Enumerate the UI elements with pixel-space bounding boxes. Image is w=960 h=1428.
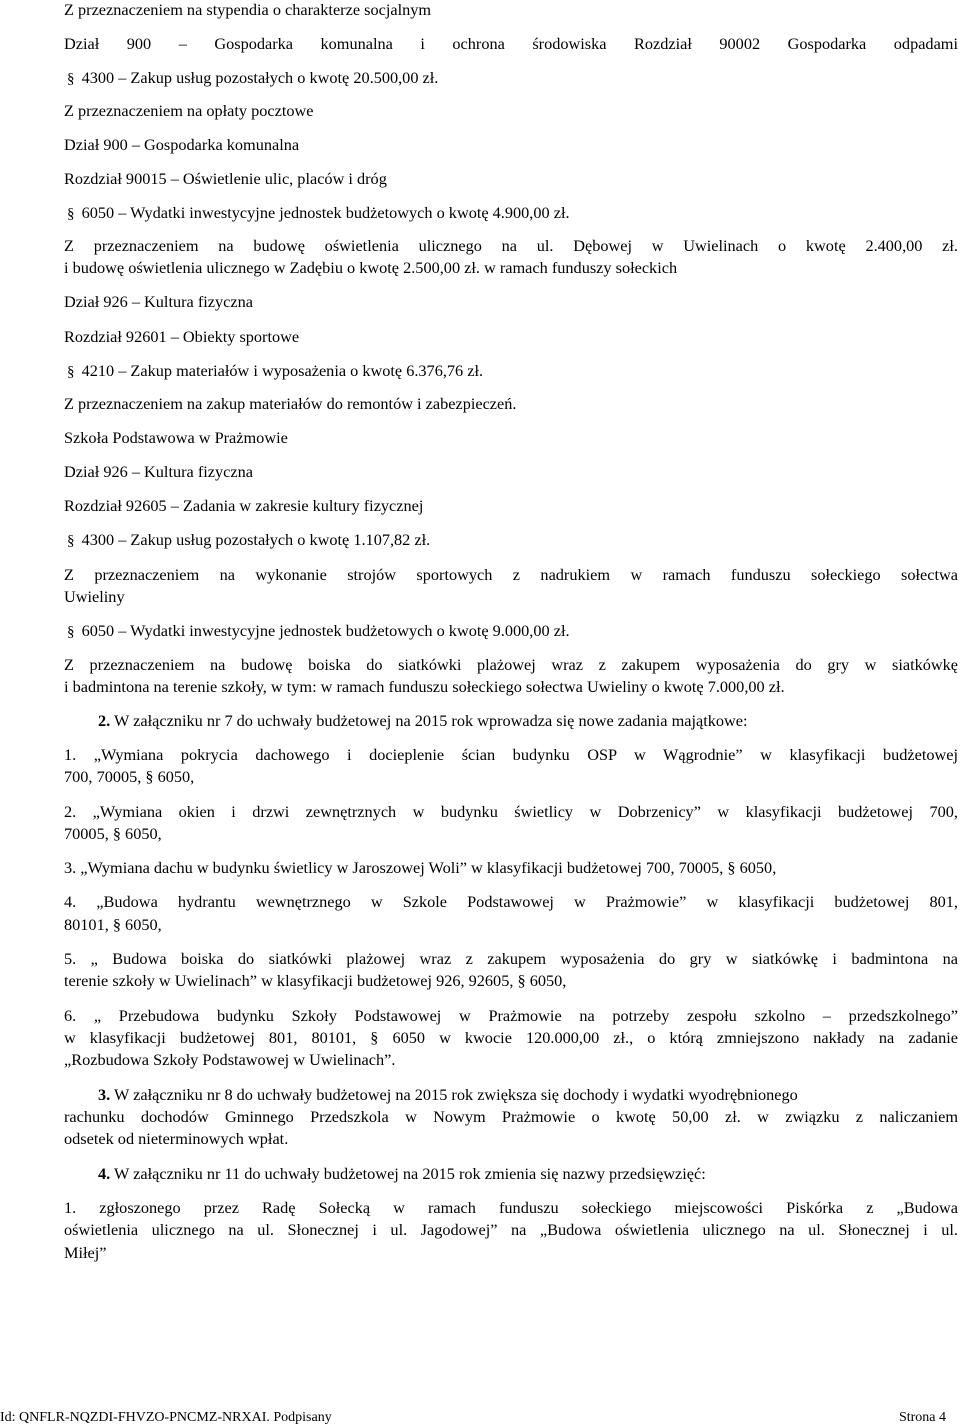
text-line: Szkoła Podstawowa w Prażmowie [64,428,288,447]
paragraph-sign: § [67,71,75,87]
text-line: § 4210 – Zakup materiałów i wyposażenia o kwotę 6.376,76 zł. [67,361,484,380]
paragraph-sign: § [67,206,75,222]
text-line: Rozdział 92601 – Obiekty sportowe [64,327,300,346]
text-line: Z przeznaczeniem na budowę boiska do siatkówki plażowej wraz z zakupem wyposażenia do gry w siatkówkę [64,655,958,674]
text-line: § 6050 – Wydatki inwestycyjne jednostek budżetowych o kwotę 4.900,00 zł. [67,203,570,222]
text-line: 80101, § 6050, [64,915,162,934]
text-line: rachunku dochodów Gminnego Przedszkola w Nowym Prażmowie o kwotę 50,00 zł. w związku z naliczaniem [64,1107,958,1126]
text-line: Z przeznaczeniem na wykonanie strojów sportowych z nadrukiem w ramach funduszu sołeckiego sołectwa [64,565,958,584]
text-line: 700, 70005, § 6050, [64,767,195,786]
text-line: 4. „Budowa hydrantu wewnętrznego w Szkole Podstawowej w Prażmowie” w klasyfikacji budżetowej 801, [64,892,958,911]
text-line: Dział 926 – Kultura fizyczna [64,462,253,481]
text-line: Z przeznaczeniem na budowę oświetlenia ulicznego na ul. Dębowej w Uwielinach o kwotę 2.400,00 zł. [64,236,958,255]
text-line: i badmintona na terenie szkoły, w tym: w ramach funduszu sołeckiego sołectwa Uwieliny o kwotę 7.000,00 zł. [64,677,785,696]
paragraph-sign: § [67,364,75,380]
text-line: 2. „Wymiana okien i drzwi zewnętrznych w budynku świetlicy w Dobrzenicy” w klasyfikacji budżetowej 700, [64,802,958,821]
text-line: 3. W załączniku nr 8 do uchwały budżetowej na 2015 rok zwiększa się dochody i wydatki wyodrębnionego [98,1085,798,1104]
text-line: Uwieliny [64,587,125,606]
text-line: terenie szkoły w Uwielinach” w klasyfikacji budżetowej 926, 92605, § 6050, [64,971,567,990]
text-line: § 4300 – Zakup usług pozostałych o kwotę 1.107,82 zł. [67,530,431,549]
text-line: 4. W załączniku nr 11 do uchwały budżetowej na 2015 rok zmienia się nazwy przedsięwzięć: [98,1164,706,1183]
text-line: Z przeznaczeniem na zakup materiałów do remontów i zabezpieczeń. [64,394,517,413]
text-line: 5. „ Budowa boiska do siatkówki plażowej wraz z zakupem wyposażenia do gry w siatkówkę i badmintona na [64,949,958,968]
text-line: w klasyfikacji budżetowej 801, 80101, § 6050 w kwocie 120.000,00 zł., o którą zmniejszono nakłady na zadanie [64,1028,958,1047]
text-line: oświetlenia ulicznego na ul. Słonecznej i ul. Jagodowej” na „Budowa oświetlenia ulicznego na ul. Słonecznej i ul. [64,1220,958,1239]
text-line: „Rozbudowa Szkoły Podstawowej w Uwielinach”. [64,1050,396,1069]
paragraph-sign: § [67,533,75,549]
text-line: Miłej” [64,1243,107,1262]
text-line: 2. W załączniku nr 7 do uchwały budżetowej na 2015 rok wprowadza się nowe zadania majątkowe: [98,711,748,730]
text-line: Rozdział 92605 – Zadania w zakresie kultury fizycznej [64,496,424,515]
text-line: Rozdział 90015 – Oświetlenie ulic, placów i dróg [64,169,387,188]
text-line: Z przeznaczeniem na stypendia o charakterze socjalnym [64,0,432,19]
text-line: i budowę oświetlenia ulicznego w Zadębiu o kwotę 2.500,00 zł. w ramach funduszy sołeckich [64,258,678,277]
text-line: Dział 926 – Kultura fizyczna [64,292,253,311]
section-number: 2. [98,711,111,730]
text-line: Dział 900 – Gospodarka komunalna i ochrona środowiska Rozdział 90002 Gospodarka odpadami [64,34,958,53]
section-number: 4. [98,1164,111,1183]
text-line: 1. zgłoszonego przez Radę Sołecką w ramach funduszu sołeckiego miejscowości Piskórka z „Budowa [64,1198,958,1217]
section-number: 3. [98,1085,111,1104]
text-line: Z przeznaczeniem na opłaty pocztowe [64,101,314,120]
text-line: 3. „Wymiana dachu w budynku świetlicy w Jaroszowej Woli” w klasyfikacji budżetowej 700, 70005, § 6050, [64,858,777,877]
footer-page-number: Strona 4 [898,1410,946,1425]
footer-document-id: Id: QNFLR-NQZDI-FHVZO-PNCMZ-NRXAI. Podpisany [0,1410,332,1425]
text-line: 70005, § 6050, [64,824,162,843]
text-line: Dział 900 – Gospodarka komunalna [64,135,300,154]
text-line: § 6050 – Wydatki inwestycyjne jednostek budżetowych o kwotę 9.000,00 zł. [67,621,570,640]
text-line: § 4300 – Zakup usług pozostałych o kwotę 20.500,00 zł. [67,68,439,87]
text-line: 1. „Wymiana pokrycia dachowego i docieplenie ścian budynku OSP w Wągrodnie” w klasyfikacji budżetowej [64,745,958,764]
paragraph-sign: § [67,624,75,640]
text-line: 6. „ Przebudowa budynku Szkoły Podstawowej w Prażmowie na potrzeby zespołu szkolno – przedszkolnego” [64,1006,958,1025]
text-line: odsetek od nieterminowych wpłat. [64,1129,289,1148]
